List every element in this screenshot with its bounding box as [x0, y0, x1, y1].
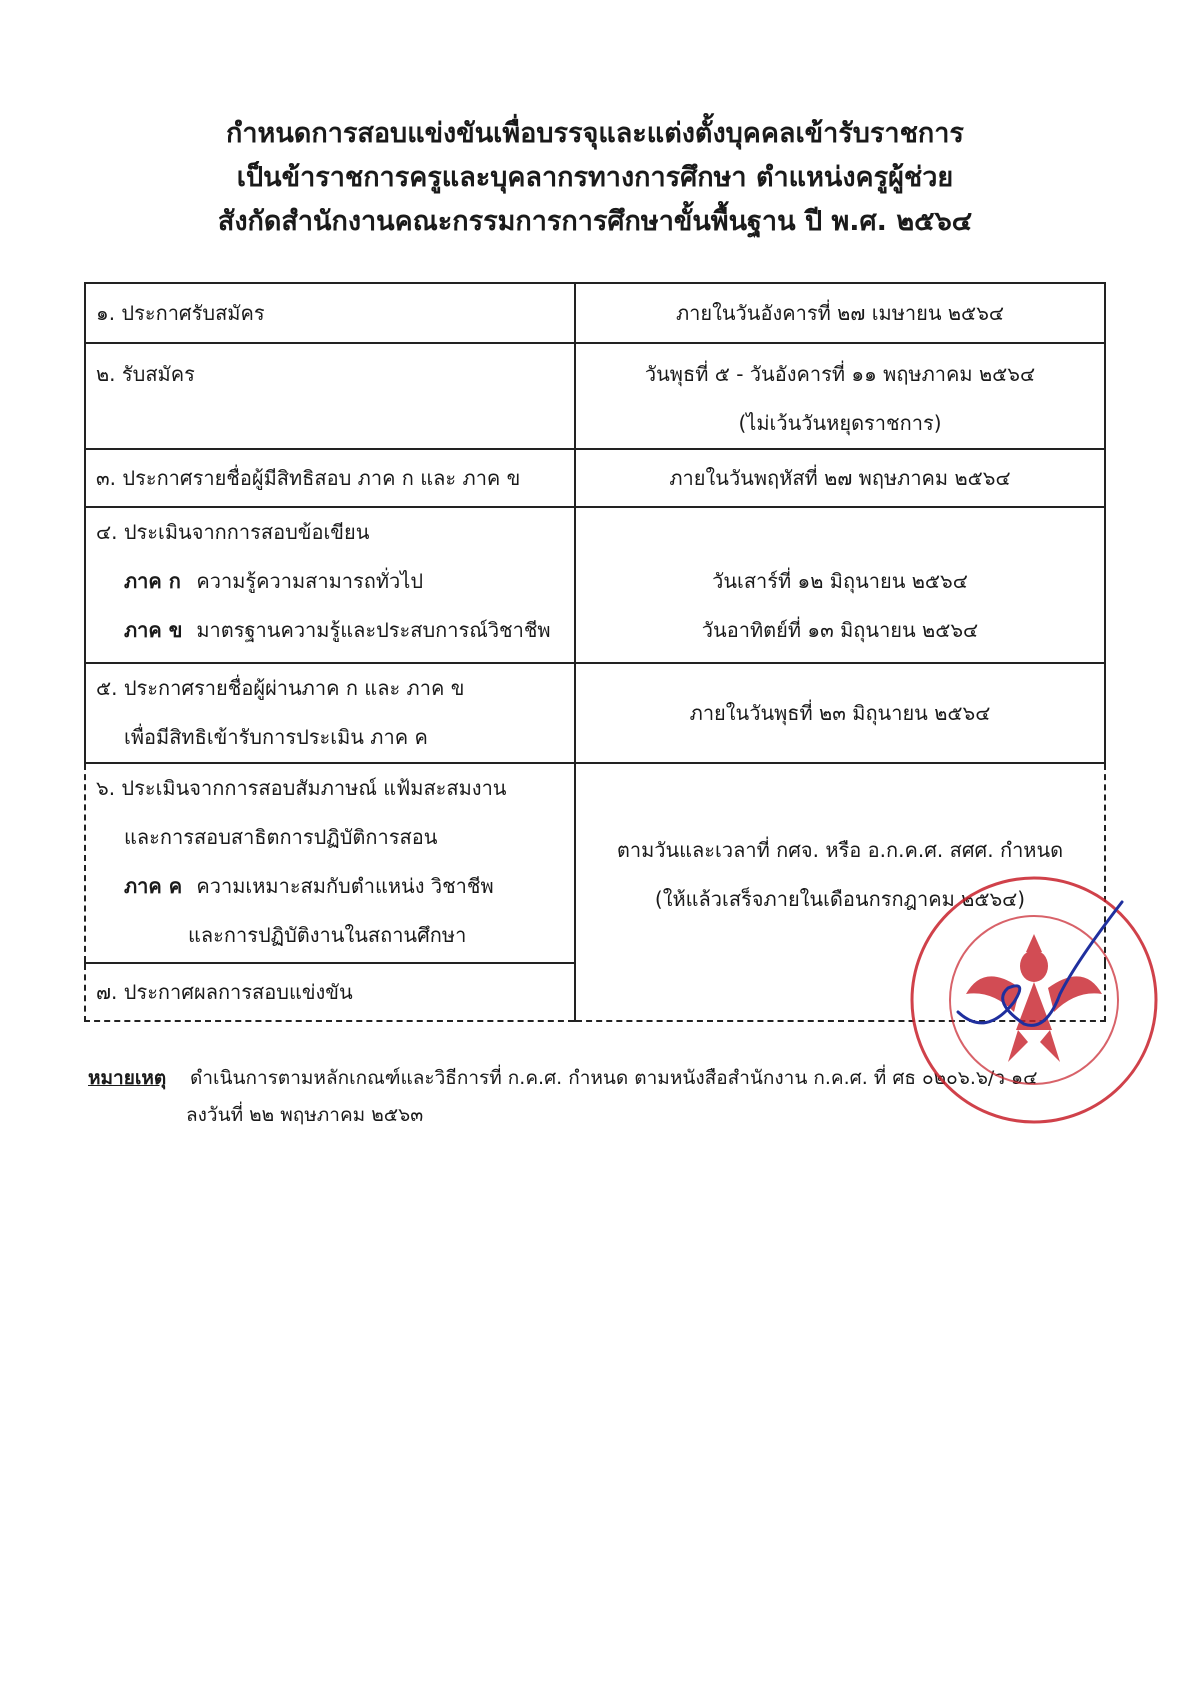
part-c-label: ภาค ค	[124, 874, 183, 898]
footnote-text: ดำเนินการตามหลักเกณฑ์และวิธีการที่ ก.ค.ศ. กำหนด ตามหนังสือสำนักงาน ก.ค.ศ. ที่ ศธ ๐๒๐๖.๖/ว ๑๔	[190, 1067, 1038, 1089]
item-text: ๔. ประเมินจากการสอบข้อเขียน	[96, 520, 370, 544]
item-text: ๖. ประเมินจากการสอบสัมภาษณ์ แฟ้มสะสมงาน	[96, 776, 507, 800]
item-cell: ๗. ประกาศผลการสอบแข่งขัน	[85, 963, 575, 1021]
table-row	[85, 343, 1105, 449]
date-text: วันพุธที่ ๕ - วันอังคารที่ ๑๑ พฤษภาคม ๒๕๖๔	[644, 362, 1036, 386]
item-cell	[85, 343, 575, 449]
table-row	[85, 507, 1105, 663]
item-text: ๕. ประกาศรายชื่อผู้ผ่านภาค ก และ ภาค ข	[96, 676, 465, 700]
part-a-date: วันเสาร์ที่ ๑๒ มิถุนายน ๒๕๖๔	[712, 569, 968, 593]
title-line-1: กำหนดการสอบแข่งขันเพื่อบรรจุและแต่งตั้งบุคคลเข้ารับราชการ	[226, 118, 964, 149]
item-cell	[85, 763, 575, 963]
part-a-label: ภาค ก	[124, 569, 181, 593]
footnote-text-cont: ลงวันที่ ๒๒ พฤษภาคม ๒๕๖๓	[186, 1104, 424, 1126]
part-c-cont: และการปฏิบัติงานในสถานศึกษา	[188, 923, 467, 947]
title-line-2: เป็นข้าราชการครูและบุคลากรทางการศึกษา ตำแหน่งครูผู้ช่วย	[236, 162, 954, 193]
official-seal	[896, 862, 1172, 1138]
date-note: (ไม่เว้นวันหยุดราชการ)	[738, 411, 942, 435]
date-note: (ให้แล้วเสร็จภายในเดือนกรกฎาคม ๒๕๖๔)	[654, 887, 1026, 911]
date-cell	[575, 507, 1105, 663]
item-cell: ๑. ประกาศรับสมัคร	[85, 283, 575, 343]
item-cell: ๓. ประกาศรายชื่อผู้มีสิทธิสอบ ภาค ก และ ภาค ข	[85, 449, 575, 507]
garuda-emblem-icon	[966, 934, 1102, 1062]
date-cell	[575, 343, 1105, 449]
table-row	[85, 449, 1105, 507]
date-cell: ภายในวันอังคารที่ ๒๗ เมษายน ๒๕๖๔	[575, 283, 1105, 343]
part-a-text: ความรู้ความสามารถทั่วไป	[196, 569, 424, 593]
item-text-cont: และการสอบสาธิตการปฏิบัติการสอน	[124, 825, 438, 849]
part-b-text: มาตรฐานความรู้และประสบการณ์วิชาชีพ	[196, 618, 551, 642]
table-row	[85, 663, 1105, 763]
part-a	[96, 557, 564, 606]
item-text: ๒. รับสมัคร	[96, 362, 195, 386]
part-b-date: วันอาทิตย์ที่ ๑๓ มิถุนายน ๒๕๖๔	[701, 618, 979, 642]
date-text: ตามวันและเวลาที่ กศจ. หรือ อ.ก.ค.ศ. สศศ. กำหนด	[616, 838, 1064, 862]
title-line-3: สังกัดสำนักงานคณะกรรมการการศึกษาขั้นพื้นฐาน ปี พ.ศ. ๒๕๖๔	[217, 206, 973, 237]
part-c-text: ความเหมาะสมกับตำแหน่ง วิชาชีพ	[196, 874, 494, 898]
document-title	[0, 112, 1190, 244]
part-b	[96, 606, 564, 655]
table-row	[85, 283, 1105, 343]
footnote-label: หมายเหตุ	[88, 1067, 167, 1089]
item-cell	[85, 507, 575, 663]
part-c	[96, 862, 564, 911]
part-b-label: ภาค ข	[124, 618, 183, 642]
date-cell: ภายในวันพฤหัสที่ ๒๗ พฤษภาคม ๒๕๖๔	[575, 449, 1105, 507]
item-text-cont: เพื่อมีสิทธิเข้ารับการประเมิน ภาค ค	[124, 725, 428, 749]
date-cell: ภายในวันพุธที่ ๒๓ มิถุนายน ๒๕๖๔	[575, 663, 1105, 763]
item-cell	[85, 663, 575, 763]
